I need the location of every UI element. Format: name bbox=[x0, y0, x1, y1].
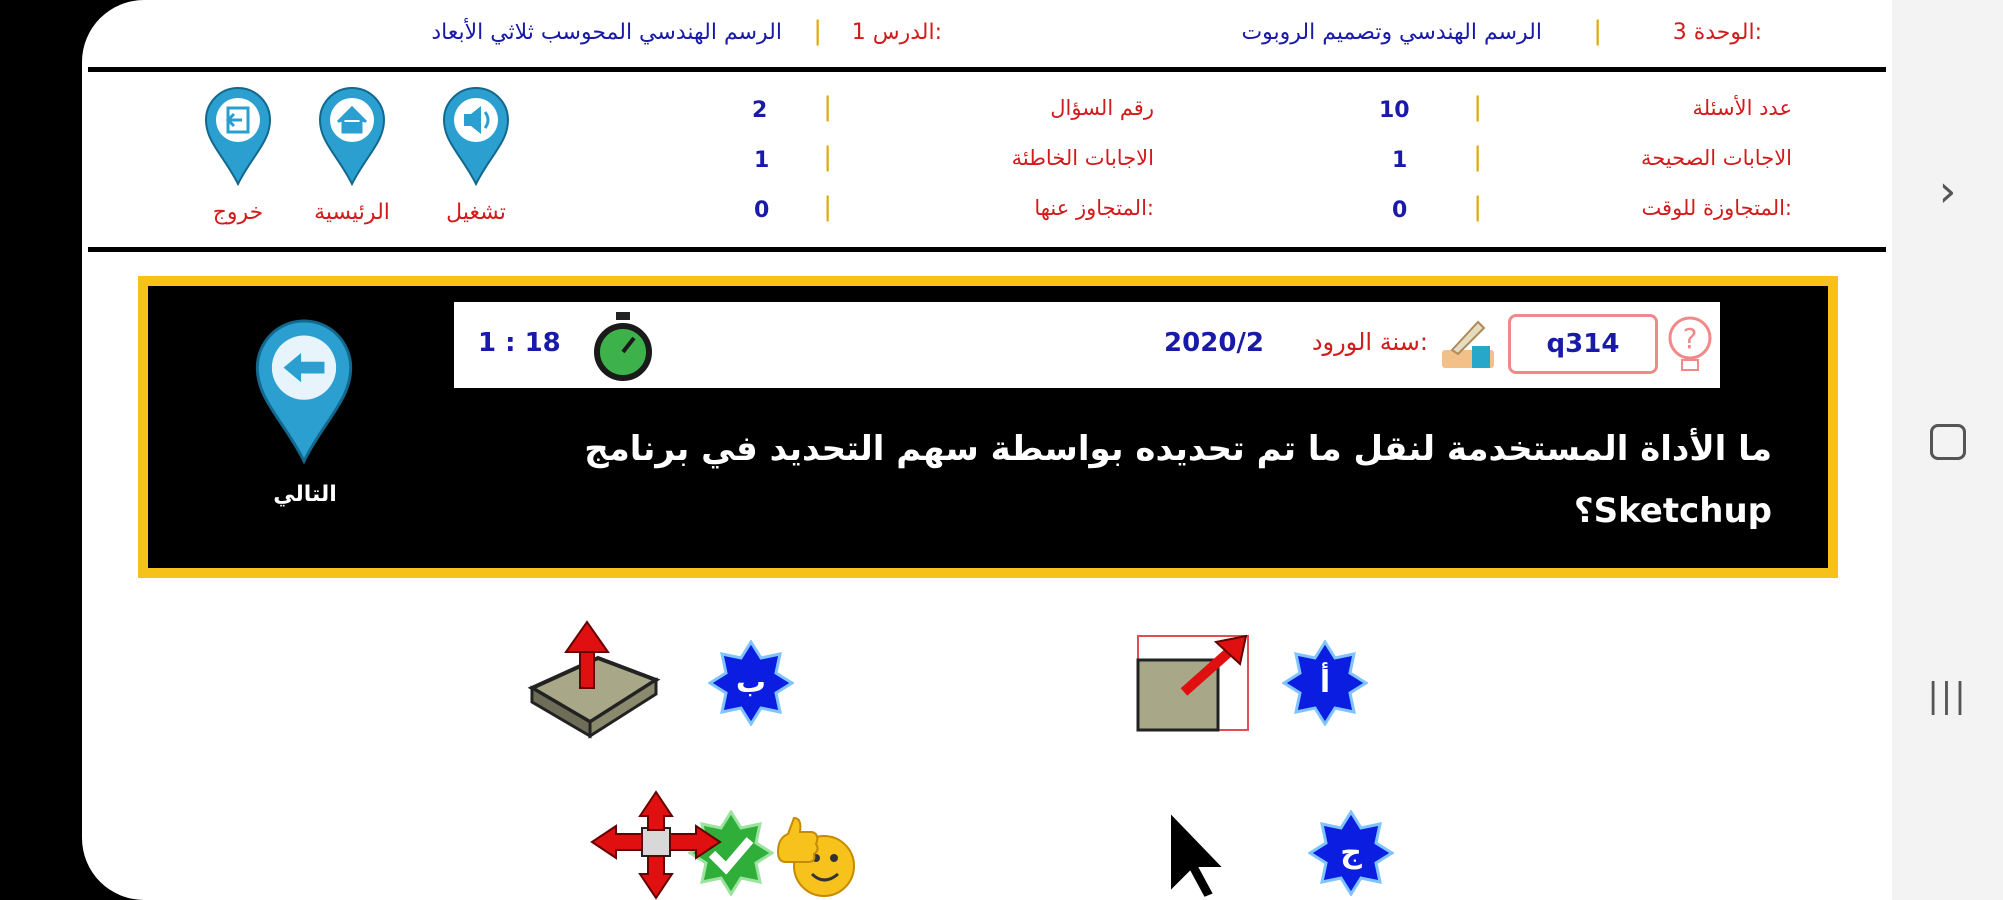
question-number-label: رقم السؤال bbox=[1050, 96, 1154, 120]
question-bulb-icon bbox=[1666, 312, 1714, 378]
move-tool-icon bbox=[590, 790, 722, 900]
home-icon bbox=[318, 86, 386, 186]
question-code: q314 bbox=[1546, 329, 1620, 359]
recents-nav-button[interactable] bbox=[1892, 676, 2003, 716]
question-number-value: 2 bbox=[752, 98, 768, 123]
skipped-value: 0 bbox=[754, 198, 770, 223]
recents-icon: ||| bbox=[1927, 676, 1968, 716]
speaker-icon bbox=[442, 86, 510, 186]
svg-text:?: ? bbox=[1682, 322, 1698, 355]
divider bbox=[88, 247, 1886, 252]
separator: | bbox=[823, 92, 832, 122]
writing-hand-icon bbox=[1438, 316, 1500, 374]
scale-tool-icon bbox=[1134, 632, 1252, 734]
expand-panel-button[interactable] bbox=[1892, 166, 2003, 217]
wrong-label: الاجابات الخاطئة bbox=[1011, 146, 1154, 170]
option-b-badge bbox=[708, 640, 794, 726]
question-text: ما الأداة المستخدمة لنقل ما تم تحديده بواسطة سهم التحديد في برنامج Sketchup؟ bbox=[584, 429, 1772, 531]
option-c-letter: ج bbox=[1340, 835, 1362, 870]
lesson-label: الدرس 1: bbox=[851, 20, 942, 45]
divider bbox=[88, 67, 1886, 72]
correct-value: 1 bbox=[1392, 148, 1408, 173]
option-a-badge bbox=[1282, 640, 1368, 726]
select-arrow-icon bbox=[1166, 810, 1226, 900]
system-nav-bar bbox=[1892, 0, 2003, 900]
option-a-letter: أ bbox=[1319, 665, 1331, 700]
timeout-value: 0 bbox=[1392, 198, 1408, 223]
push-pull-tool-icon bbox=[526, 618, 662, 740]
unit-label: الوحدة 3: bbox=[1672, 20, 1762, 45]
thumbs-up-smiley-icon bbox=[772, 812, 858, 900]
question-year: 2020/2 bbox=[1164, 328, 1264, 358]
question-info-bar bbox=[454, 302, 1720, 388]
square-icon bbox=[1930, 424, 1966, 460]
separator: | bbox=[823, 192, 832, 222]
question-code-box bbox=[1508, 314, 1658, 374]
separator: | bbox=[823, 142, 832, 172]
next-label: التالي bbox=[273, 482, 337, 507]
play-label: تشغيل bbox=[446, 200, 506, 225]
questions-count-label: عدد الأسئلة bbox=[1692, 96, 1792, 120]
wrong-value: 1 bbox=[754, 148, 770, 173]
question-timer: 1 : 18 bbox=[478, 328, 561, 358]
exit-icon bbox=[204, 86, 272, 186]
exit-label: خروج bbox=[212, 200, 264, 225]
home-label: الرئيسية bbox=[314, 200, 390, 225]
skipped-label: المتجاوز عنها: bbox=[1034, 196, 1154, 220]
separator: | bbox=[1473, 92, 1482, 122]
home-nav-button[interactable] bbox=[1892, 424, 2003, 464]
chevron-right-icon: › bbox=[1938, 166, 1957, 217]
separator: | bbox=[1593, 16, 1602, 46]
lesson-name: الرسم الهندسي المحوسب ثلاثي الأبعاد bbox=[431, 20, 782, 45]
separator: | bbox=[1473, 142, 1482, 172]
separator: | bbox=[813, 16, 822, 46]
back-arrow-icon bbox=[254, 318, 354, 464]
separator: | bbox=[1473, 192, 1482, 222]
app-screen bbox=[82, 0, 1892, 900]
option-b-letter: ب bbox=[735, 665, 767, 700]
correct-label: الاجابات الصحيحة bbox=[1640, 146, 1792, 170]
year-label: سنة الورود: bbox=[1311, 328, 1428, 356]
stopwatch-icon bbox=[592, 310, 654, 382]
timeout-label: المتجاوزة للوقت: bbox=[1641, 196, 1792, 220]
questions-count-value: 10 bbox=[1379, 98, 1410, 123]
unit-name: الرسم الهندسي وتصميم الروبوت bbox=[1241, 20, 1542, 45]
option-c-badge bbox=[1308, 810, 1394, 896]
